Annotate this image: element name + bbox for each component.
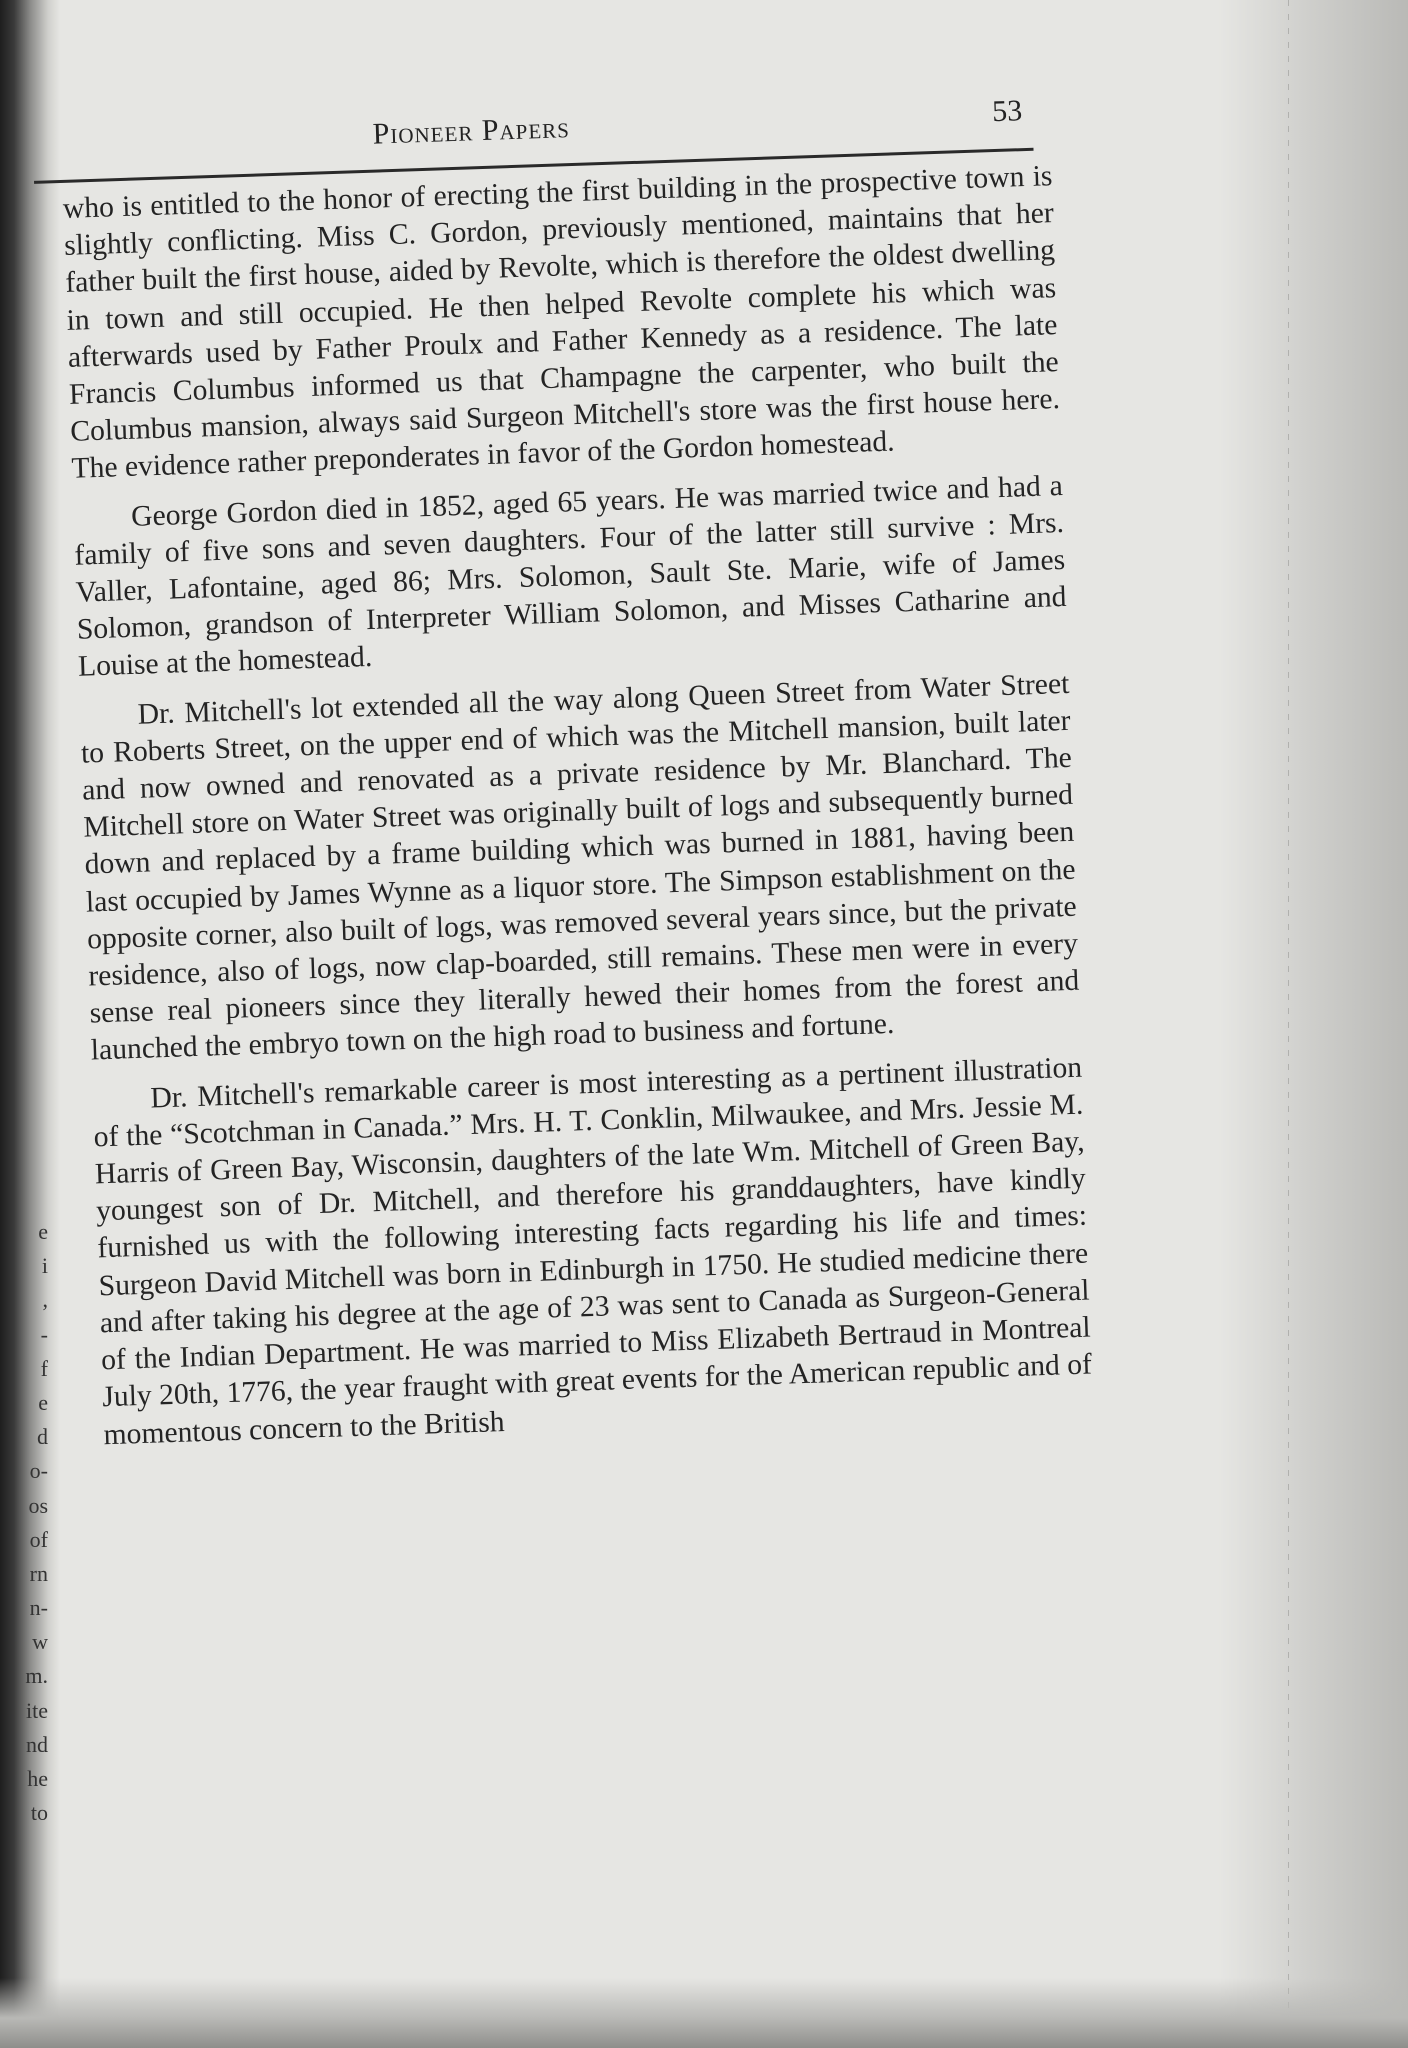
fragment: , bbox=[42, 1287, 48, 1313]
fragment: rn bbox=[29, 1560, 48, 1586]
fragment: to bbox=[30, 1800, 48, 1826]
fragment: he bbox=[27, 1766, 48, 1791]
fragment: nd bbox=[26, 1731, 48, 1757]
page-number: 53 bbox=[991, 94, 1023, 129]
paragraph: George Gordon died in 1852, aged 65 years. He was married twice and had a family of five sons and seven daughters. Four of the latter still survive : Mrs. Valler, Lafontaine, aged 86; Mrs. Solomon, Sault Ste. Marie, wife of James Solomon, grandson of Interpreter William Solomon, and Misses Catharine and Louise at the homestead. bbox=[73, 469, 1067, 684]
bottom-edge-shadow bbox=[0, 1978, 1408, 2048]
fragment: ite bbox=[26, 1697, 48, 1723]
right-page-edge bbox=[1218, 0, 1408, 2048]
fragment: f bbox=[40, 1355, 48, 1381]
fragment: n- bbox=[29, 1595, 48, 1621]
fragment: m. bbox=[25, 1663, 48, 1689]
facing-page-fragments bbox=[2, 1215, 48, 1830]
fragment: i bbox=[41, 1253, 48, 1279]
paragraph: who is entitled to the honor of erecting the first building in the prospective town is slightly conflicting. Miss C. Gordon, previously mentioned, maintains that her father built the first house, aided by Revolte, which is therefore the oldest dwelling in town and still occupied. He then helped Revolte complete his which was afterwards used by Father Proulx and Father Kennedy as a residence. The late Francis Columbus informed us that Champagne the carpenter, who built the Columbus mansion, always said Surgeon Mitchell's store was the first house here. The evidence rather preponderates in favor of the Gordon homestead. bbox=[62, 160, 1061, 486]
book-page bbox=[60, 87, 1094, 1466]
fragment: e bbox=[38, 1389, 48, 1415]
body-text bbox=[62, 158, 1093, 1454]
fragment: w bbox=[32, 1629, 48, 1655]
paragraph: Dr. Mitchell's remarkable career is most interesting as a pertinent illustration of the “Scotchman in Canada.” Mrs. H. T. Conklin, Milwaukee, and Mrs. Jessie M. Harris of Green Bay, Wisconsin, daughters of the late Wm. Mitchell of Green Bay, youngest son of Dr. Mitchell, and therefore his granddaughters, have kindly furnished us with the following interesting facts regarding his life and times: Surgeon David Mitchell was born in Edinburgh in 1750. He studied medicine there and after taking his degree at the age of 23 was sent to Canada as Surgeon-General of the Indian Department. He was married to Miss Elizabeth Bertraud in Montreal July 20th, 1776, the year fraught with great events for the American republic and of momentous concern to the British bbox=[93, 1051, 1093, 1451]
fragment: d bbox=[37, 1424, 48, 1450]
fragment: o- bbox=[29, 1458, 48, 1484]
running-title: Pioneer Papers bbox=[372, 111, 571, 151]
paragraph: Dr. Mitchell's lot extended all the way along Queen Street from Water Street to Roberts Street, on the upper end of which was the Mitchell mansion, built later and now owned and renovated as a private residence by Mr. Blanchard. The Mitchell store on Water Street was originally built of logs and subsequently burned down and replaced by a frame building which was burned in 1881, having been last occupied by James Wynne as a liquor store. The Simpson establishment on the opposite corner, also built of logs, was removed several years since, but the private residence, also of logs, now clap-boarded, still remains. These men were in every sense real pioneers since they literally hewed their homes from the forest and launched the embryo town on the high road to business and fortune. bbox=[80, 667, 1080, 1067]
fragment: e bbox=[38, 1219, 48, 1244]
fragment: - bbox=[40, 1321, 48, 1347]
fragment: of bbox=[29, 1526, 48, 1552]
fragment: os bbox=[28, 1492, 48, 1518]
